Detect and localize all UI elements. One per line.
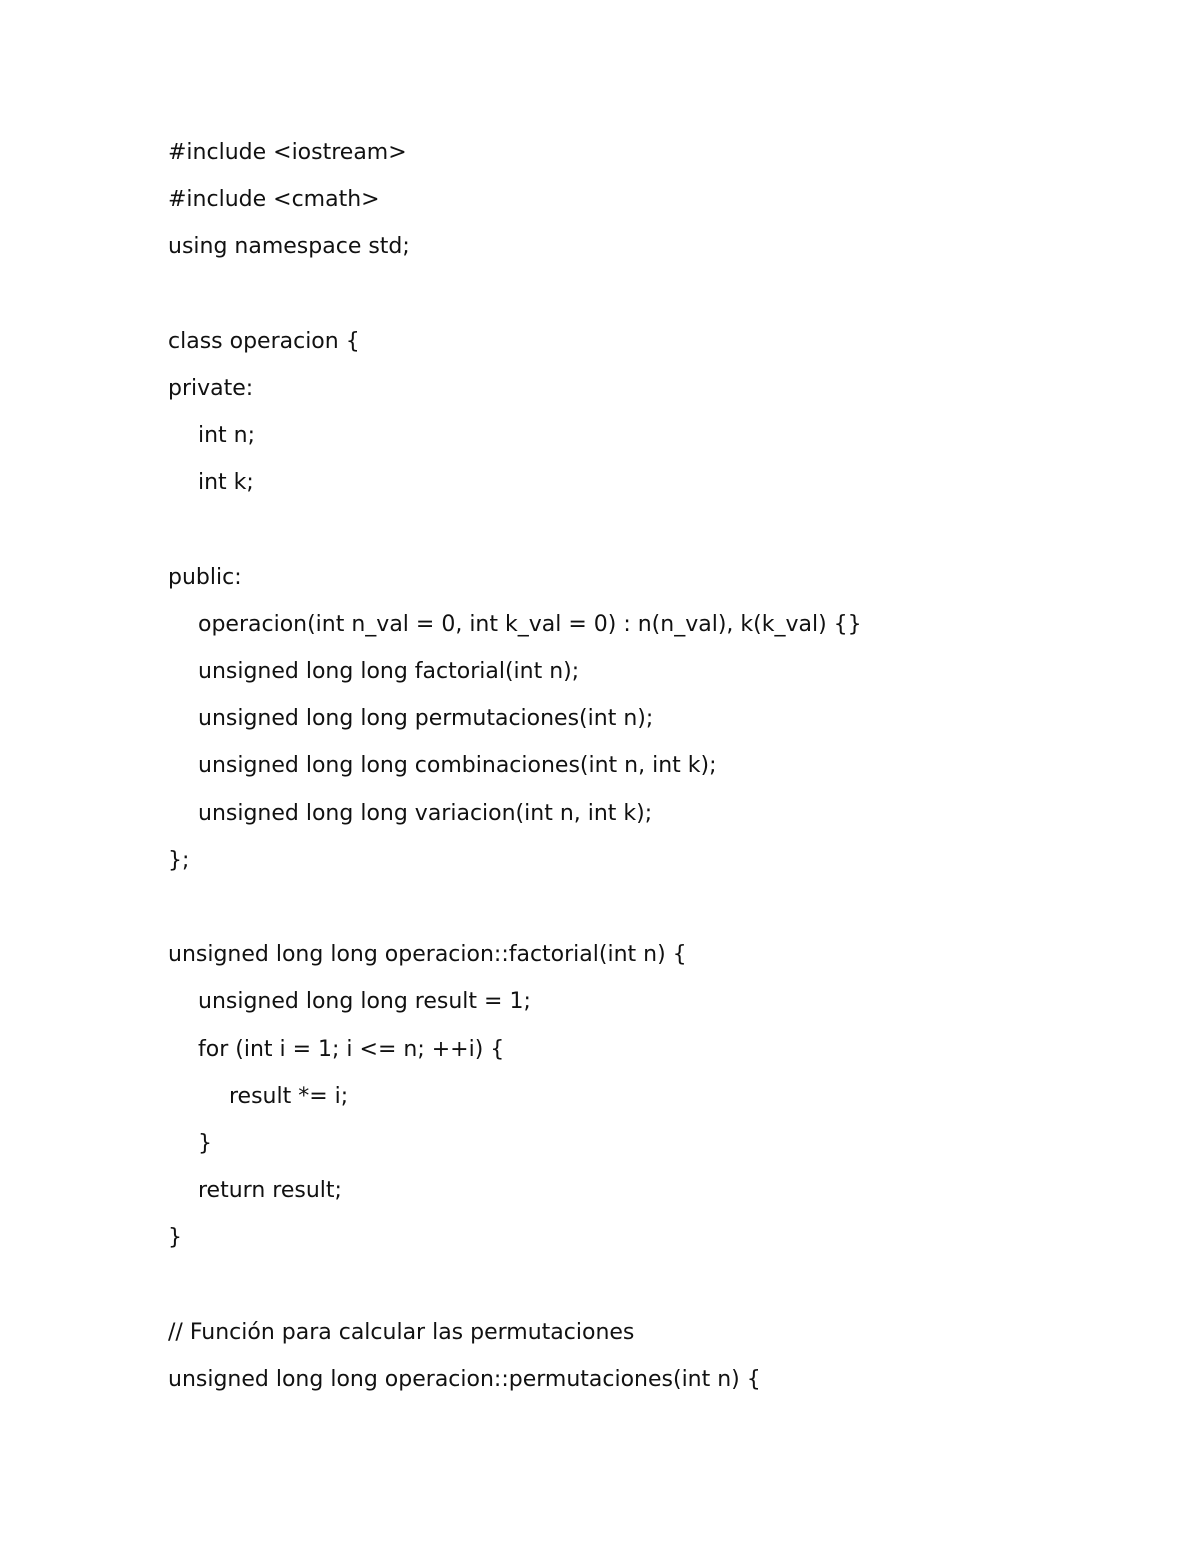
code-line: unsigned long long permutaciones(int n); bbox=[198, 706, 654, 732]
code-listing bbox=[168, 129, 1148, 1403]
code-line: public: bbox=[168, 564, 242, 590]
code-line: operacion(int n_val = 0, int k_val = 0) : n(n_val), k(k_val) {} bbox=[198, 611, 862, 637]
code-line: unsigned long long operacion::factorial(int n) { bbox=[168, 942, 687, 968]
blank-line bbox=[168, 884, 1148, 931]
code-line: int k; bbox=[198, 470, 254, 496]
code-line: private: bbox=[168, 375, 254, 401]
code-line: unsigned long long variacion(int n, int k); bbox=[198, 800, 653, 826]
code-line: }; bbox=[168, 847, 190, 873]
blank-line bbox=[168, 271, 1148, 318]
code-line: unsigned long long combinaciones(int n, int k); bbox=[198, 753, 717, 779]
code-line: // Función para calcular las permutaciones bbox=[168, 1319, 635, 1345]
code-line: } bbox=[168, 1225, 182, 1251]
blank-line bbox=[168, 1262, 1148, 1309]
code-line: #include <iostream> bbox=[168, 140, 407, 165]
code-line: unsigned long long operacion::permutaciones(int n) { bbox=[168, 1366, 761, 1392]
code-line: } bbox=[198, 1130, 212, 1156]
code-line: unsigned long long factorial(int n); bbox=[198, 659, 580, 685]
code-line: return result; bbox=[198, 1178, 342, 1204]
blank-line bbox=[168, 507, 1148, 554]
code-line: int n; bbox=[198, 423, 256, 449]
code-line: result *= i; bbox=[229, 1083, 349, 1109]
code-line: unsigned long long result = 1; bbox=[198, 989, 531, 1015]
code-line: #include <cmath> bbox=[168, 187, 380, 213]
code-line: using namespace std; bbox=[168, 234, 410, 260]
code-line: class operacion { bbox=[168, 328, 360, 354]
code-line: for (int i = 1; i <= n; ++i) { bbox=[198, 1036, 505, 1062]
